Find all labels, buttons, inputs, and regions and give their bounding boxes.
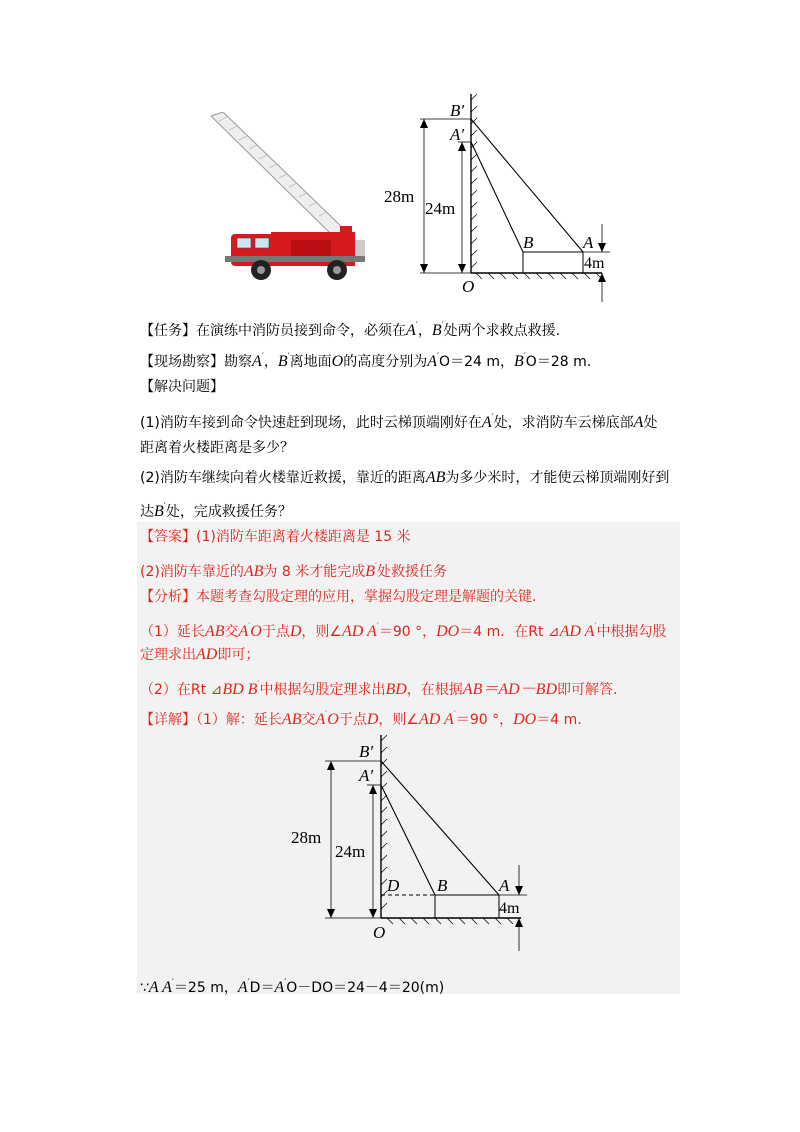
label-b-prime: B′ [450,101,465,120]
label-b-prime-2: B′ [359,742,374,761]
answer-line2: (2)消防车靠近的AB为 8 米才能完成B′处救援任务 [140,562,448,580]
label-o-2: O [373,923,386,942]
q1-line2: 距离着火楼距离是多少？ [140,440,294,456]
q2-line2: 达B′处，完成救援任务？ [140,502,292,520]
answer-line1: 【答案】(1)消防车距离着火楼距离是 15 米 [140,529,411,545]
task-line: 【任务】在演练中消防员接到命令，必须在A′，B′处两个求救点救援. [140,321,561,339]
label-24m: 24m [425,199,456,218]
label-a-2: A [499,876,510,895]
final-line: ∵A A′＝25 m，A′D＝A′O－DO＝24－4＝20(m) [140,978,445,996]
label-d-2: D [387,876,400,895]
label-b: B [523,233,534,252]
solve-header: 【解决问题】 [140,379,224,395]
q1-line1: (1)消防车接到命令快速赶到现场，此时云梯顶端刚好在A′处，求消防车云梯底部A处 [140,413,658,431]
label-a-prime: A′ [450,125,465,144]
label-o: O [462,277,475,296]
label-b-2: B [437,876,448,895]
label-28m: 28m [384,187,415,206]
survey-line: 【现场勘察】勘察A′，B′离地面O的高度分别为A′O＝24 m，B′O＝28 m. [140,352,592,370]
analysis-line: 【分析】本题考查勾股定理的应用，掌握勾股定理是解题的关键. [140,589,537,605]
label-4m-2: 4m [499,900,520,917]
fire-truck-illustration [205,112,375,282]
label-a: A [583,233,594,252]
detail-line: 【详解】（1）解：延长AB交A′O于点D，则∠AD A′＝90 °，DO＝4 m. [140,710,582,728]
q2-line1: (2)消防车继续向着火楼靠近救援，靠近的距离AB为多少米时，才能使云梯顶端刚好到 [140,469,670,486]
label-4m: 4m [584,255,605,272]
label-24m-2: 24m [335,842,366,861]
label-a-prime-2: A′ [359,766,374,785]
ladder-diagram-2 [285,733,535,955]
analysis-p1-line1: （1）延长AB交A′O于点D，则∠AD A′＝90 °，DO＝4 m．在Rt ⊿AD A′中根据勾股 [140,622,667,640]
ladder-diagram-1 [380,92,620,304]
analysis-p1-line2: 定理求出AD即可； [140,646,260,663]
analysis-p2-line: （2）在Rt ⊿BD B′中根据勾股定理求出BD，在根据AB＝AD－BD即可解答. [140,680,618,698]
label-28m-2: 28m [291,828,322,847]
